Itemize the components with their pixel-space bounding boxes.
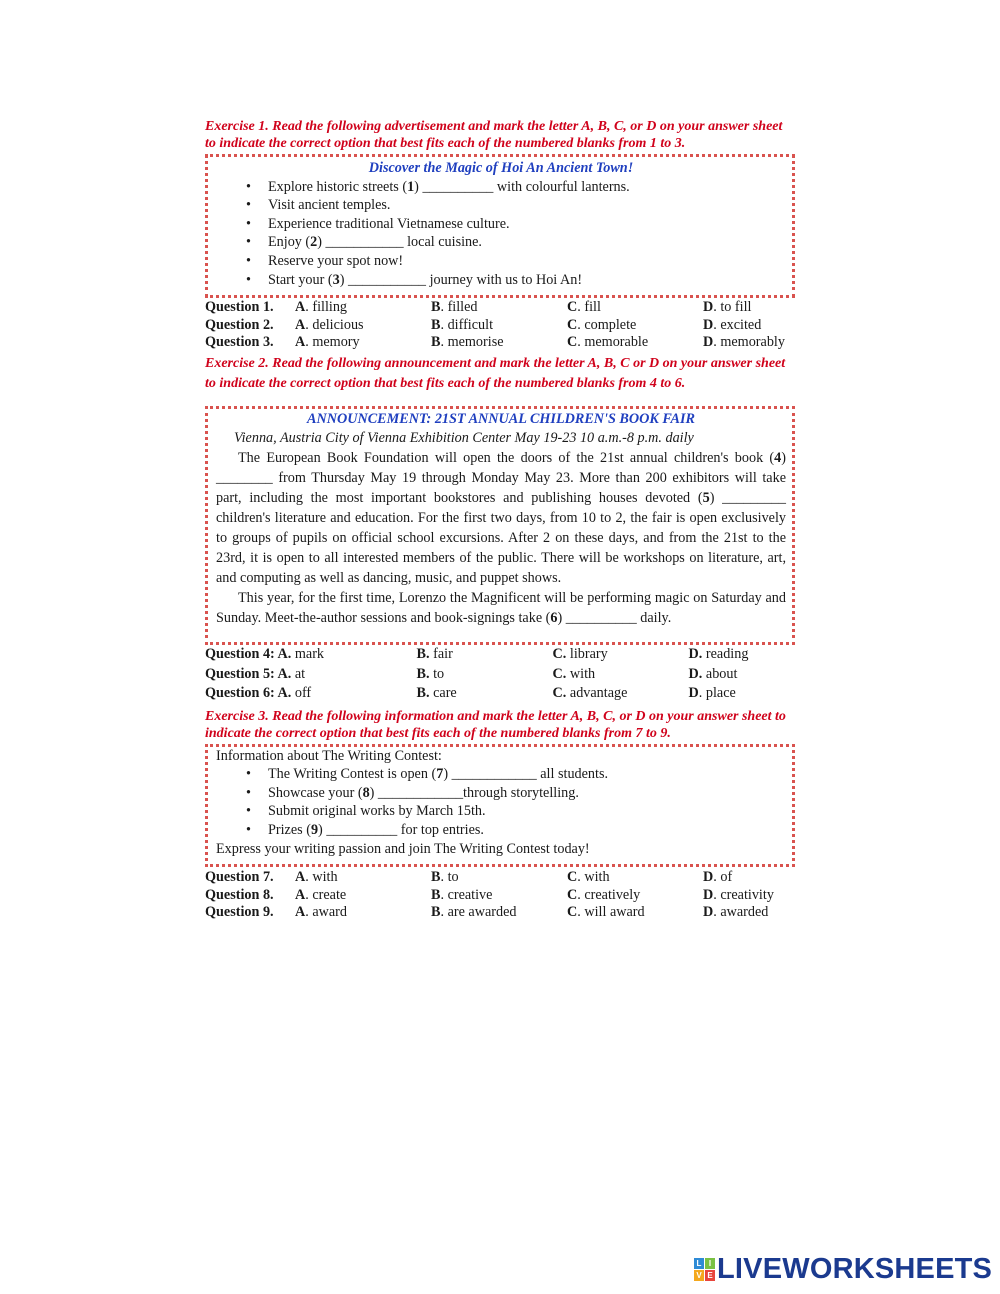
exercise-1-questions [205,299,795,352]
option-d[interactable]: D. memorably [703,334,785,351]
question-row [205,317,795,335]
option-c[interactable]: C. with [552,665,596,682]
exercise-1-bullets [216,178,786,290]
announcement-paragraph-1: The European Book Foundation will open the doors of the 21st annual children's book (4) ________ from Thursday May 19 through Monday May 23. More than 200 exhibitors will take part, including the most important bookstores and publishing houses devoted (5) _________ children's literature and education. For the first two days, from 10 to 2, the fair is open exclusively to groups of pupils on official school excursions. After 2 on these days, and from the 21st to the 23rd, it is open to all interested members of the public. There will be workshops on literature, art, and computing as well as dancing, music, and puppet shows. [216,450,786,587]
option-c[interactable]: C. with [567,869,610,886]
option-d[interactable]: D. excited [703,316,762,333]
bullet-item: • Prizes (9) __________ for top entries. [268,821,786,840]
question-row [205,904,795,922]
exercise-2-box-title: ANNOUNCEMENT: 21ST ANNUAL CHILDREN'S BOOK FAIR [307,410,695,427]
announcement-paragraph-2: This year, for the first time, Lorenzo the Magnificent will be performing magic on Saturday and Sunday. Meet-the-author sessions and book-signings take (6) __________ daily. [216,590,786,627]
exercise-3-bullets [216,765,786,839]
option-b[interactable]: B. memorise [431,334,504,351]
question-row [205,334,795,352]
option-d[interactable]: D. creativity [703,886,774,903]
option-d[interactable]: D. of [703,869,733,886]
question-row [205,685,795,705]
exercise-3-box [205,744,795,867]
exercise-1-box-title: Discover the Magic of Hoi An Ancient Town! [368,160,634,176]
contest-outro: Express your writing passion and join The Writing Contest today! [216,840,590,857]
bullet-item: • Submit original works by March 15th. [268,802,786,821]
question-row [205,869,795,887]
exercise-3-title: Exercise 3. Read the following information and mark the letter A, B, C, or D on your answer sheet to indicate the correct option that best fits each of the numbered blanks from 7 to 9. [205,708,786,741]
option-d[interactable]: D. to fill [703,299,752,316]
option-a[interactable]: A. filling [295,299,348,316]
question-label: Question 7. [205,869,274,886]
option-c[interactable]: C. complete [567,316,637,333]
question-label: Question 1. [205,299,274,316]
question-label: Question 2. [205,316,274,333]
option-a[interactable]: A. create [295,886,347,903]
exercise-2-questions [205,646,795,705]
exercise-2-title: Exercise 2. Read the following announcement and mark the letter A, B, C or D on your answer sheet to indicate the correct option that best fits each of the numbered blanks from 4 to 6. [205,355,786,391]
question-row [205,299,795,317]
exercise-2-box [205,406,795,646]
bullet-item: • Enjoy (2) ___________ local cuisine. [268,233,786,252]
option-a[interactable]: Question 4: A. mark [205,646,325,663]
bullet-item: • Showcase your (8) ____________through storytelling. [268,784,786,803]
question-row [205,646,795,666]
question-label: Question 9. [205,904,274,921]
option-b[interactable]: B. fair [416,646,453,663]
option-a[interactable]: A. delicious [295,316,364,333]
logo-mark-icon: L I V E [694,1258,714,1280]
option-a[interactable]: A. memory [295,334,360,351]
option-a[interactable]: A. award [295,904,348,921]
option-b[interactable]: B. are awarded [431,904,517,921]
exercise-3-questions [205,869,795,922]
bullet-item: • Explore historic streets (1) __________ with colourful lanterns. [268,178,786,197]
bullet-item: • The Writing Contest is open (7) ____________ all students. [268,765,786,784]
bullet-item: • Start your (3) ___________ journey with us to Hoi An! [268,271,786,290]
option-a[interactable]: Question 5: A. at [205,665,306,682]
option-a[interactable]: A. with [295,869,338,886]
liveworksheets-logo[interactable] [694,1254,992,1284]
option-b[interactable]: B. to [416,665,445,682]
option-c[interactable]: C. fill [567,299,601,316]
event-details: Vienna, Austria City of Vienna Exhibition Center May 19-23 10 a.m.-8 p.m. daily [234,430,694,447]
option-d[interactable]: D. place [688,685,736,702]
option-c[interactable]: C. will award [567,904,645,921]
question-row [205,887,795,905]
worksheet [205,118,795,922]
question-label: Question 3. [205,334,274,351]
option-d[interactable]: D. awarded [703,904,769,921]
option-b[interactable]: B. to [431,869,459,886]
bullet-item: • Experience traditional Vietnamese culture. [268,215,786,234]
question-row [205,666,795,686]
option-d[interactable]: D. reading [688,646,749,663]
option-b[interactable]: B. creative [431,886,493,903]
contest-intro: Information about The Writing Contest: [216,747,442,764]
question-label: Question 8. [205,886,274,903]
option-b[interactable]: B. care [416,685,457,702]
option-c[interactable]: C. creatively [567,886,641,903]
option-c[interactable]: C. library [552,646,608,663]
exercise-1-title: Exercise 1. Read the following advertisement and mark the letter A, B, C, or D on your answer sheet to indicate the correct option that best fits each of the numbered blanks from 1 to 3. [205,119,783,151]
option-c[interactable]: C. memorable [567,334,649,351]
option-b[interactable]: B. difficult [431,316,494,333]
bullet-item: • Visit ancient temples. [268,196,786,215]
logo-text: LIVEWORKSHEETS [717,1252,993,1285]
option-a[interactable]: Question 6: A. off [205,685,312,702]
exercise-1-box [205,154,795,298]
option-c[interactable]: C. advantage [552,685,628,702]
bullet-item: • Reserve your spot now! [268,252,786,271]
option-b[interactable]: B. filled [431,299,478,316]
option-d[interactable]: D. about [688,665,738,682]
